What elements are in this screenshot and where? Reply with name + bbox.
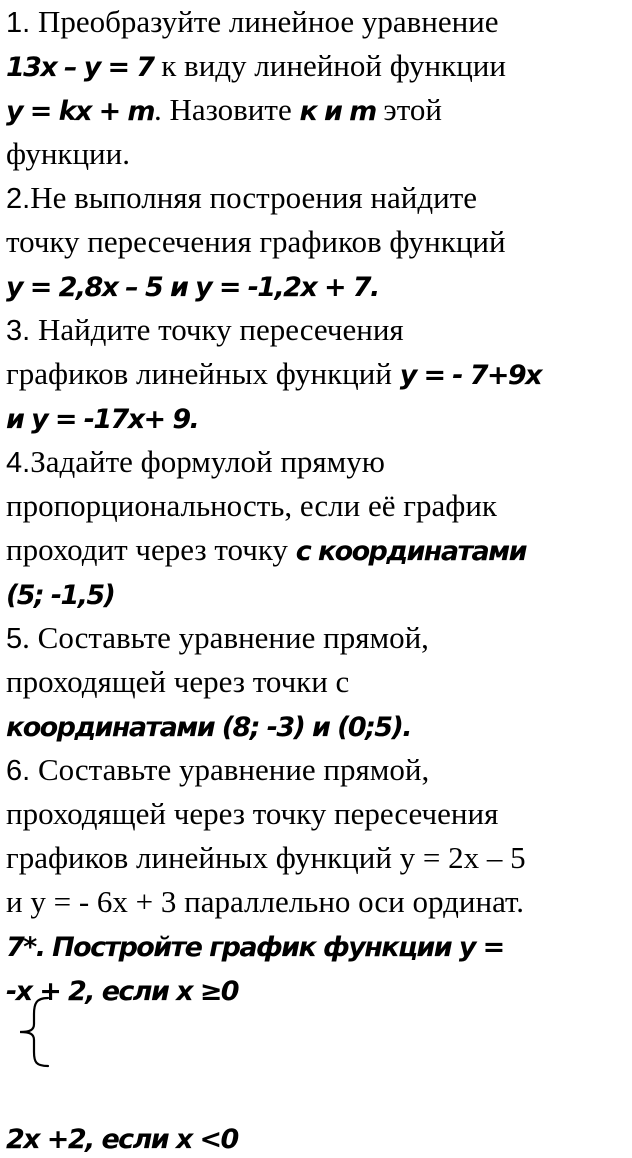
task-1-equation: 13x – y = 7: [6, 52, 154, 83]
task-7-line-3: [6, 1120, 238, 1158]
task-1-line-1: [6, 4, 499, 41]
task-5-points: координатами (8; -3) и (0;5).: [6, 712, 411, 743]
task-4-line-3: [6, 532, 526, 570]
task-6-number: 6.: [6, 755, 31, 787]
task-6-line-3: [6, 840, 526, 876]
task-6-line-4: [6, 884, 524, 920]
task-1-line-3: [6, 92, 442, 130]
task-5-line-2: [6, 664, 349, 700]
task-7-heading: 7*. Постройте график функции y =: [6, 932, 504, 963]
task-4-number: 4.: [6, 447, 31, 479]
task-1-number: 1.: [6, 7, 31, 39]
task-3-number: 3.: [6, 315, 31, 347]
task-7-case-1: -x + 2, если x ≥0: [6, 976, 238, 1007]
task-5-text: . Составьте уравнение прямой,: [22, 620, 429, 655]
task-1-text: . Назовите: [153, 92, 300, 127]
task-2-text: Не выполняя построения найдите: [30, 180, 478, 215]
task-3-text: графиков линейных функций: [6, 356, 400, 391]
task-6-text: графиков линейных функций у = 2х – 5: [6, 840, 526, 875]
task-4-text: проходит через точку: [6, 532, 296, 567]
task-3-line-2: [6, 356, 541, 394]
task-1-text: функции.: [6, 136, 130, 171]
task-6-line-2: [6, 796, 498, 832]
task-2-line-1: [6, 180, 477, 217]
task-1-line-4: [6, 136, 130, 172]
task-7-case-2: 2x +2, если x <0: [6, 1124, 238, 1155]
task-4-text: пропорциональность, если её график: [6, 488, 497, 523]
curly-brace-icon: [14, 994, 54, 1070]
task-1-function-form: y = kx + m: [6, 96, 154, 127]
task-6-line-1: [6, 752, 429, 789]
task-5-line-3: [6, 708, 411, 746]
task-5-text: проходящей через точки с: [6, 664, 350, 699]
task-2-number: 2.: [6, 183, 31, 215]
task-3-text: Найдите точку пересечения: [30, 312, 404, 347]
task-1-text: Преобразуйте линейное уравнение: [30, 4, 499, 39]
task-3-equation-2: и y = -17x+ 9.: [6, 404, 199, 435]
task-1-text: этой: [375, 92, 442, 127]
task-6-text: Составьте уравнение прямой,: [30, 752, 430, 787]
task-3-equation-1: y = - 7+9x: [399, 360, 541, 391]
task-1-text: к виду линейной функции: [153, 48, 506, 83]
task-4-text: Задайте формулой прямую: [30, 444, 385, 479]
task-1-coefficients: к и m: [299, 96, 376, 127]
task-7-line-1: [6, 928, 504, 966]
task-2-text: точку пересечения графиков функций: [6, 224, 506, 259]
task-5-number: 5: [6, 623, 23, 655]
task-2-line-2: [6, 224, 506, 260]
task-5-line-1: [6, 620, 429, 657]
task-4-point: (5; -1,5): [6, 580, 115, 611]
task-2-line-3: [6, 268, 379, 306]
task-4-line-1: [6, 444, 385, 481]
task-4-line-2: [6, 488, 497, 524]
task-3-line-3: [6, 400, 198, 438]
task-1-line-2: [6, 48, 506, 86]
task-6-text: и у = - 6х + 3 параллельно оси ординат.: [6, 884, 524, 919]
task-4-coordinates-label: с координатами: [295, 536, 526, 567]
task-6-text: проходящей через точку пересечения: [6, 796, 499, 831]
task-3-line-1: [6, 312, 404, 349]
task-2-equations: y = 2,8x – 5 и y = -1,2x + 7.: [6, 272, 379, 303]
task-4-line-4: [6, 576, 114, 614]
